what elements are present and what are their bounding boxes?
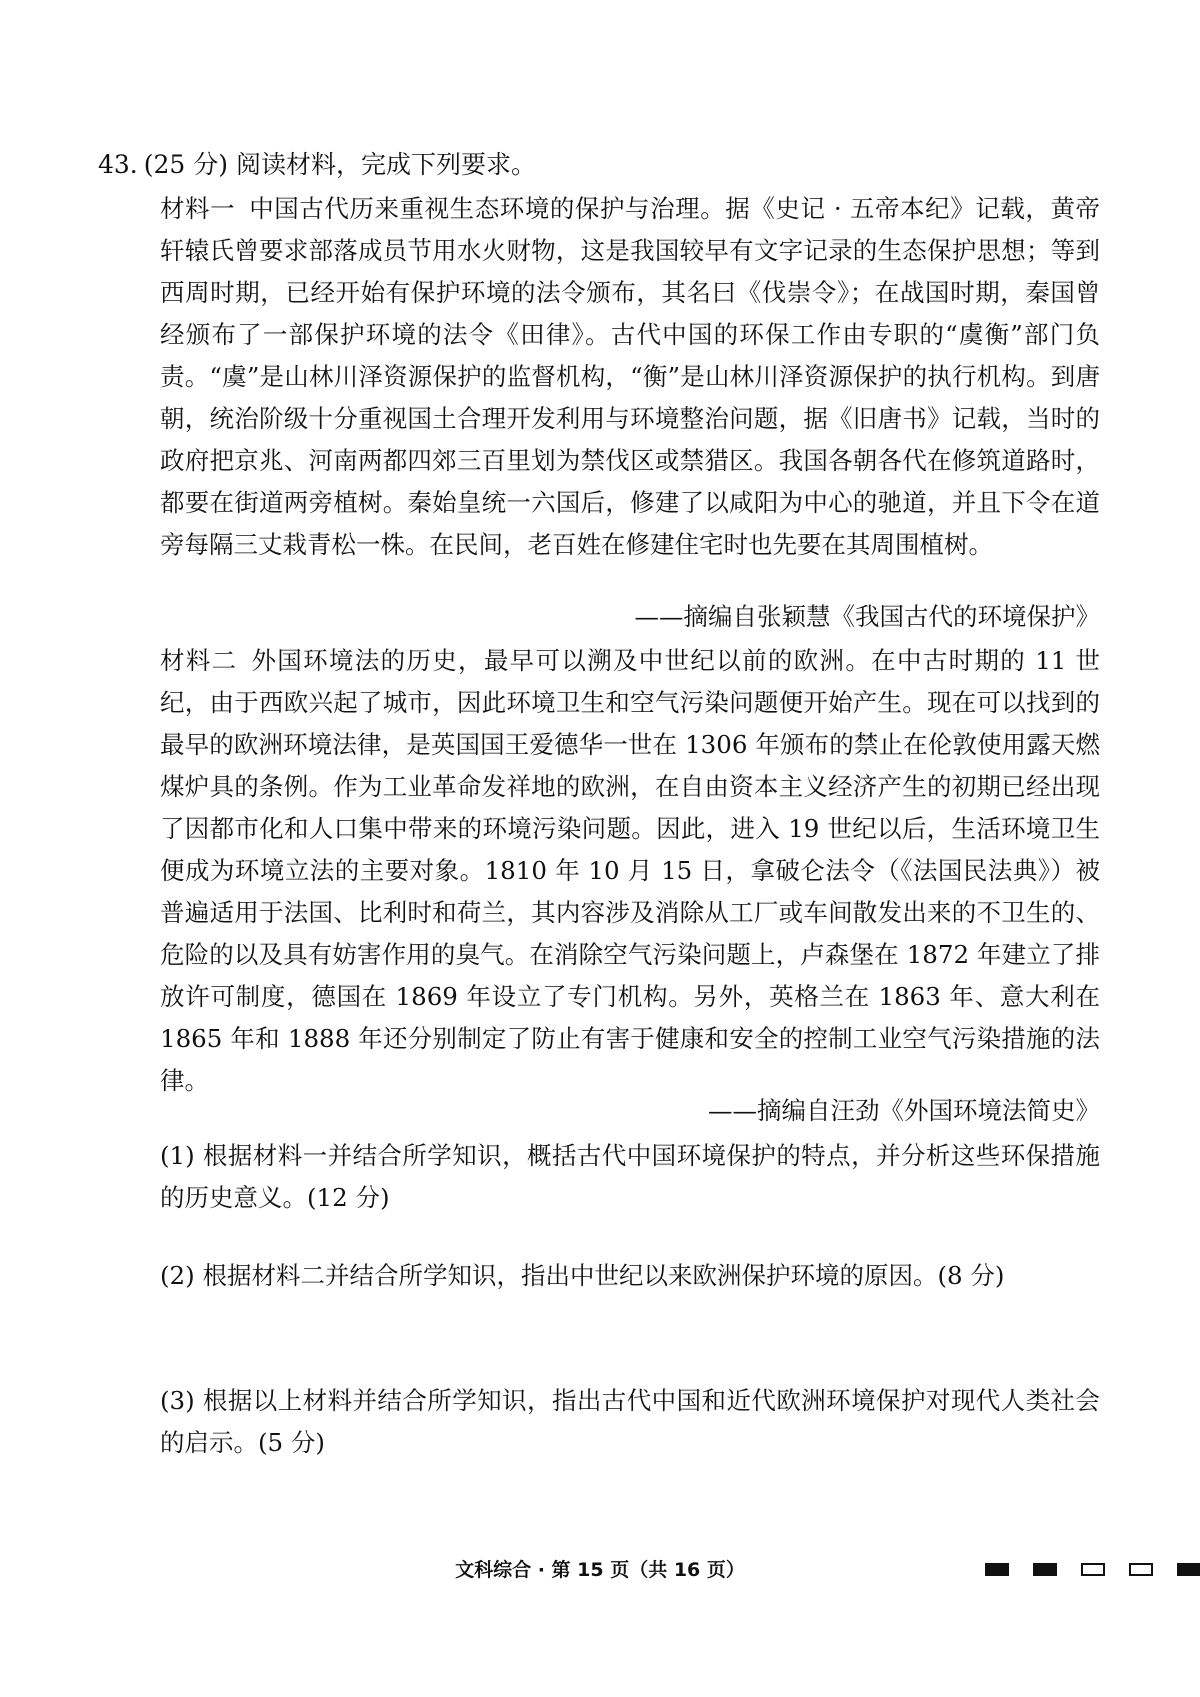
material-one [160, 188, 1100, 566]
material-two-text: 外国环境法的历史，最早可以溯及中世纪以前的欧洲。在中古时期的 11 世纪，由于西欧兴起了城市，因此环境卫生和空气污染问题便开始产生。现在可以找到的最早的欧洲环境法律，是英国国王爱德华一世在 1306 年颁布的禁止在伦敦使用露天燃煤炉具的条例。作为工业革命发祥地的欧洲，在自由资本主义经济产生的初期已经出现了因都市化和人口集中带来的环境污染问题。因此，进入 19 世纪以后，生活环境卫生便成为环境立法的主要对象。1810 年 10 月 15 日，拿破仑法令（《法国民法典》）被普遍适用于法国、比利时和荷兰，其内容涉及消除从工厂或车间散发出来的不卫生的、危险的以及具有妨害作用的臭气。在消除空气污染问题上，卢森堡在 1872 年建立了排放许可制度，德国在 1869 年设立了专门机构。另外，英格兰在 1863 年、意大利在 1865 年和 1888 年还分别制定了防止有害于健康和安全的控制工业空气污染措施的法律。 [160, 646, 1101, 1095]
question-header [98, 143, 536, 187]
material-two-label: 材料二 [160, 646, 238, 675]
scan-mark-filled [1033, 1563, 1057, 1576]
question-number: 43. [98, 150, 138, 179]
material-two [160, 640, 1100, 1102]
question-points: (25 分) [143, 150, 229, 179]
page-footer: 文科综合 · 第 15 页（共 16 页） [455, 1559, 745, 1581]
material-one-label: 材料一 [160, 194, 236, 223]
subquestion-3: (3) 根据以上材料并结合所学知识，指出古代中国和近代欧洲环境保护对现代人类社会的启示。(5 分) [160, 1386, 1100, 1457]
subquestion-1: (1) 根据材料一并结合所学知识，概括古代中国环境保护的特点，并分析这些环保措施的历史意义。(12 分) [160, 1141, 1100, 1212]
material-one-source: ——摘编自张颖慧《我国古代的环境保护》 [634, 602, 1100, 631]
material-one-text: 中国古代历来重视生态环境的保护与治理。据《史记 · 五帝本纪》记载，黄帝轩辕氏曾要求部落成员节用水火财物，这是我国较早有文字记录的生态保护思想；等到西周时期，已经开始有保护环境的法令颁布，其名曰《伐崇令》；在战国时期，秦国曾经颁布了一部保护环境的法令《田律》。古代中国的环保工作由专职的“虞衡”部门负责。“虞”是山林川泽资源保护的监督机构，“衡”是山林川泽资源保护的执行机构。到唐朝，统治阶级十分重视国土合理开发利用与环境整治问题，据《旧唐书》记载，当时的政府把京兆、河南两都四郊三百里划为禁伐区或禁猎区。我国各朝各代在修筑道路时，都要在街道两旁植树。秦始皇统一六国后，修建了以咸阳为中心的驰道，并且下令在道旁每隔三丈栽青松一株。在民间，老百姓在修建住宅时也先要在其周围植树。 [160, 194, 1101, 559]
subquestion-2: (2) 根据材料二并结合所学知识，指出中世纪以来欧洲保护环境的原因。(8 分) [160, 1261, 1005, 1290]
scan-mark-empty [1129, 1563, 1153, 1576]
material-two-source: ——摘编自汪劲《外国环境法简史》 [708, 1096, 1100, 1125]
scan-mark-empty [1081, 1563, 1105, 1576]
scan-mark-filled [1177, 1563, 1200, 1576]
question-instruction: 阅读材料，完成下列要求。 [235, 150, 536, 179]
scan-mark-filled [985, 1563, 1009, 1576]
